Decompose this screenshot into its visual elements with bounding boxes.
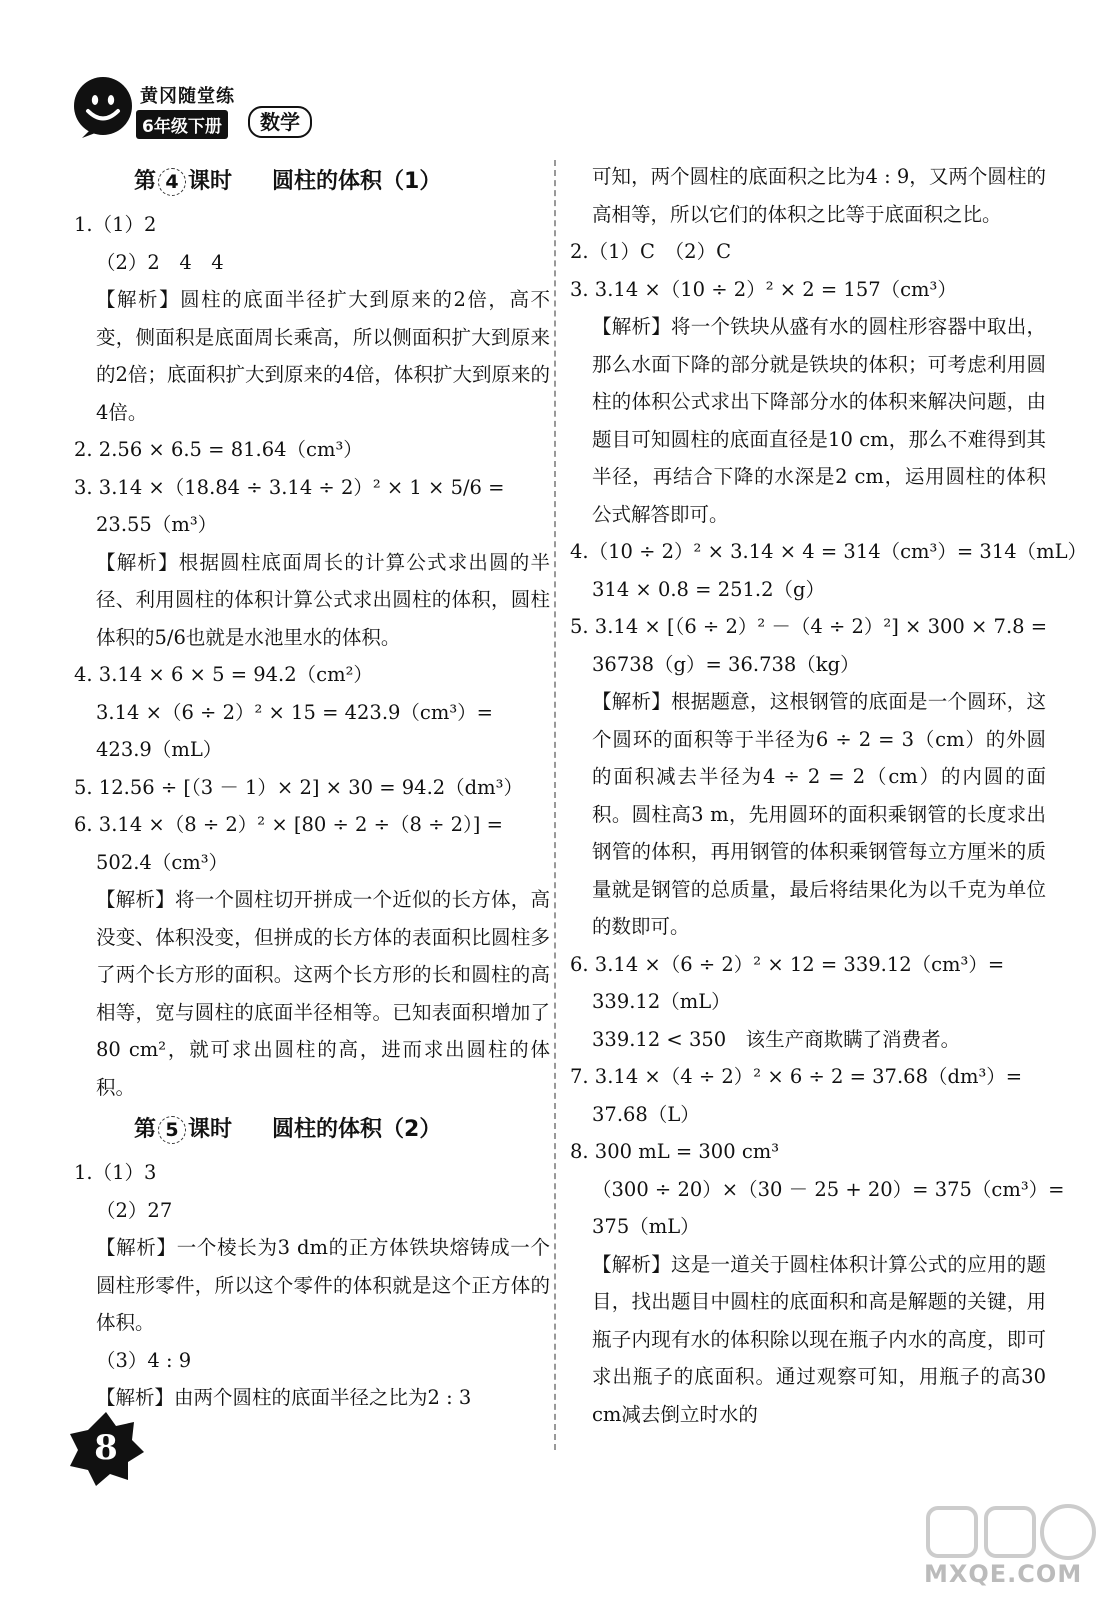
analysis-paragraph: 【解析】一个棱长为3 dm的正方体铁块熔铸成一个圆柱形零件，所以这个零件的体积就是这个正方体的体积。 bbox=[96, 1236, 550, 1334]
answer-line: 5. 12.56 ÷ [（3 － 1）× 2] × 30 = 94.2（dm³） bbox=[74, 775, 523, 799]
subject-label: 数学 bbox=[248, 106, 312, 138]
answer-line: 375（mL） bbox=[592, 1215, 700, 1238]
analysis-paragraph: 可知，两个圆柱的底面积之比为4 : 9，又两个圆柱的高相等，所以它们的体积之比等于底面积之比。 bbox=[592, 165, 1046, 226]
header-logo bbox=[72, 76, 342, 142]
analysis-paragraph: 【解析】将一个铁块从盛有水的圆柱形容器中取出，那么水面下降的部分就是铁块的体积；可考虑利用圆柱的体积公式求出下降部分水的体积来解决问题，由题目可知圆柱的底面直径是10 cm，那么不难得到其半径，再结合下降的水深是2 cm，运用圆柱的体积公式解答即可。 bbox=[592, 315, 1046, 526]
answer-line: 6. 3.14 ×（8 ÷ 2）² × [80 ÷ 2 ÷（8 ÷ 2）] = bbox=[74, 813, 503, 836]
lesson-heading bbox=[74, 1106, 550, 1154]
analysis-paragraph: 【解析】根据圆柱底面周长的计算公式求出圆的半径、利用圆柱的体积计算公式求出圆柱的体积，圆柱体积的5/6也就是水池里水的体积。 bbox=[96, 550, 550, 649]
answer-line: 4. 3.14 × 6 × 5 = 94.2（cm²） bbox=[74, 663, 373, 686]
column-divider bbox=[554, 160, 556, 1450]
right-column bbox=[570, 158, 1088, 1433]
series-name: 黄冈随堂练 bbox=[140, 86, 235, 107]
grade-label: 6年级下册 bbox=[136, 110, 228, 139]
lesson-title: 圆柱的体积（1） bbox=[272, 169, 442, 194]
answer-line: 1.（1）2 bbox=[74, 213, 157, 236]
answer-line: （300 ÷ 20）×（30 － 25 + 20）= 375（cm³）= bbox=[592, 1177, 1065, 1201]
answer-line: 314 × 0.8 = 251.2（g） bbox=[592, 577, 826, 601]
answer-line: 37.68（L） bbox=[592, 1102, 700, 1126]
lesson-heading bbox=[74, 158, 550, 206]
answer-line: 3. 3.14 ×（10 ÷ 2）² × 2 = 157（cm³） bbox=[570, 277, 957, 301]
lesson-number: 5 bbox=[158, 1116, 186, 1144]
analysis-paragraph: 【解析】圆柱的底面半径扩大到原来的2倍，高不变，侧面积是底面周长乘高，所以侧面积扩大到原来的2倍；底面积扩大到原来的4倍，体积扩大到原来的4倍。 bbox=[96, 288, 550, 424]
answer-line: 3. 3.14 ×（18.84 ÷ 3.14 ÷ 2）² × 1 × 5/6 = bbox=[74, 475, 505, 499]
lesson-suffix: 课时 bbox=[188, 169, 233, 194]
lesson-suffix: 课时 bbox=[188, 1117, 233, 1142]
answer-line: 36738（g）= 36.738（kg） bbox=[592, 652, 860, 676]
answer-line: 339.12 < 350 该生产商欺瞒了消费者。 bbox=[592, 1027, 961, 1051]
answer-line: 4.（10 ÷ 2）² × 3.14 × 4 = 314（cm³）= 314（mL） bbox=[570, 540, 1088, 563]
watermark-text: MXQE.COM bbox=[924, 1560, 1083, 1588]
lesson-title: 圆柱的体积（2） bbox=[272, 1117, 442, 1142]
analysis-paragraph: 【解析】将一个圆柱切开拼成一个近似的长方体，高没变、体积没变，但拼成的长方体的表面积比圆柱多了两个长方形的面积。这两个长方形的长和圆柱的高相等，宽与圆柱的底面半径相等。已知表面积增加了80 cm²，就可求出圆柱的高，进而求出圆柱的体积。 bbox=[96, 888, 550, 1099]
answer-line: 8. 300 mL = 300 cm³ bbox=[570, 1140, 780, 1163]
smiley-icon bbox=[72, 76, 134, 138]
answer-line: （3）4 : 9 bbox=[96, 1348, 192, 1372]
answer-line: 1.（1）3 bbox=[74, 1161, 157, 1184]
lesson-prefix: 第 bbox=[134, 169, 157, 194]
page-number: 8 bbox=[94, 1428, 118, 1468]
left-column bbox=[74, 158, 550, 1417]
answer-line: 339.12（mL） bbox=[592, 990, 731, 1013]
answer-line: 502.4（cm³） bbox=[96, 850, 229, 874]
answer-line: 6. 3.14 ×（6 ÷ 2）² × 12 = 339.12（cm³）= bbox=[570, 952, 1005, 976]
answer-line: （2）2 4 4 bbox=[96, 250, 224, 274]
answer-line: 7. 3.14 ×（4 ÷ 2）² × 6 ÷ 2 = 37.68（dm³）= bbox=[570, 1065, 1023, 1088]
answer-line: 2.（1）C （2）C bbox=[570, 240, 732, 263]
answer-line: 3.14 ×（6 ÷ 2）² × 15 = 423.9（cm³）= bbox=[96, 700, 493, 724]
lesson-number: 4 bbox=[158, 168, 186, 196]
answer-line: （2）27 bbox=[96, 1198, 173, 1222]
answer-line: 23.55（m³） bbox=[96, 513, 218, 536]
answer-line: 2. 2.56 × 6.5 = 81.64（cm³） bbox=[74, 438, 363, 461]
analysis-paragraph: 【解析】由两个圆柱的底面半径之比为2 : 3 bbox=[96, 1386, 472, 1409]
answer-line: 423.9（mL） bbox=[96, 738, 223, 761]
answer-line: 5. 3.14 × [（6 ÷ 2）² －（4 ÷ 2）²] × 300 × 7.8 = bbox=[570, 615, 1048, 638]
analysis-paragraph: 【解析】这是一道关于圆柱体积计算公式的应用的题目，找出题目中圆柱的底面积和高是解题的关键，用瓶子内现有水的体积除以现在瓶子内水的高度，即可求出瓶子的底面积。通过观察可知，用瓶子的高30 cm减去倒立时水的 bbox=[592, 1252, 1046, 1426]
analysis-paragraph: 【解析】根据题意，这根钢管的底面是一个圆环，这个圆环的面积等于半径为6 ÷ 2 = 3（cm）的外圆的面积减去半径为4 ÷ 2 = 2（cm）的内圆的面积。圆柱高3 m，先用圆环的面积乘钢管的长度求出钢管的体积，再用钢管的体积乘钢管每立方厘米的质量就是钢管的总质量，最后将结果化为以千克为单位的数即可。 bbox=[592, 690, 1046, 938]
lesson-prefix: 第 bbox=[134, 1117, 157, 1142]
